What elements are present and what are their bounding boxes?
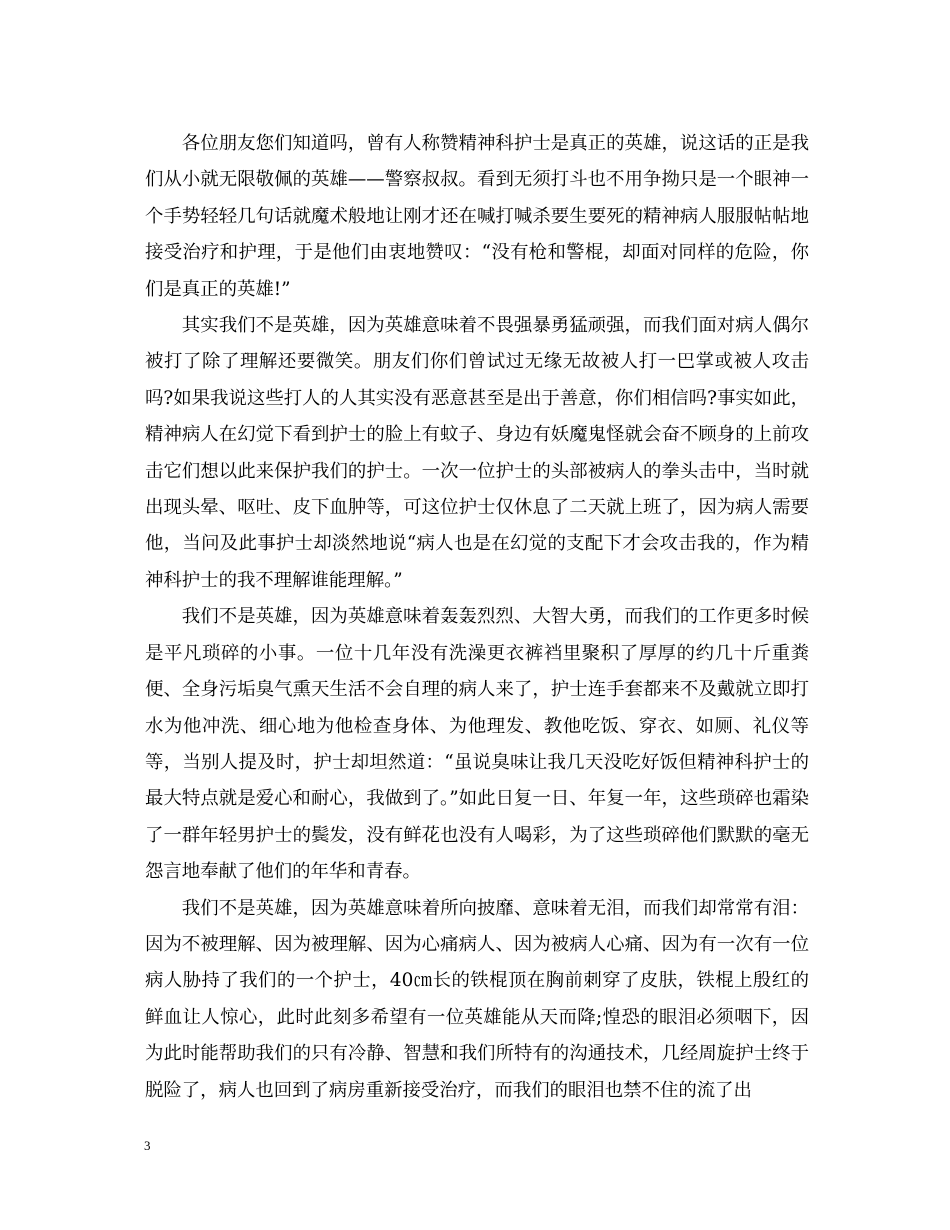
- paragraph-3: 我们不是英雄，因为英雄意味着轰轰烈烈、大智大勇，而我们的工作更多时候是平凡琐碎的小事。一位十几年没有洗澡更衣裤裆里聚积了厚厚的约几十斤重粪便、全身污垢臭气熏天生活不会自理的病人来了，护士连手套都来不及戴就立即打水为他冲洗、细心地为他检查身体、为他理发、教他吃饭、穿衣、如厕、礼仪等等，当别人提及时，护士却坦然道：“虽说臭味让我几天没吃好饭但精神科护士的最大特点就是爱心和耐心，我做到了。”如此日复一日、年复一年，这些琐碎也霜染了一群年轻男护士的鬓发，没有鲜花也没有人喝彩，为了这些琐碎他们默默的毫无怨言地奉献了他们的年华和青春。: [145, 606, 809, 883]
- paragraph-2: 其实我们不是英雄，因为英雄意味着不畏强暴勇猛顽强，而我们面对病人偶尔被打了除了理解还要微笑。朋友们你们曾试过无缘无故被人打一巴掌或被人攻击吗?如果我说这些打人的人其实没有恶意甚至是出于善意，你们相信吗?事实如此，精神病人在幻觉下看到护士的脸上有蚊子、身边有妖魔鬼怪就会奋不顾身的上前攻击它们想以此来保护我们的护士。一次一位护士的头部被病人的拳头击中，当时就出现头晕、呕吐、皮下血肿等，可这位护士仅休息了二天就上班了，因为病人需要他，当问及此事护士却淡然地说“病人也是在幻觉的支配下才会攻击我的，作为精神科护士的我不理解谁能理解。”: [145, 315, 809, 591]
- paragraph-4: 我们不是英雄，因为英雄意味着所向披靡、意味着无泪，而我们却常常有泪：因为不被理解、因为被理解、因为心痛病人、因为被病人心痛、因为有一次有一位病人胁持了我们的一个护士，40㎝长的铁棍顶在胸前刺穿了皮肤，铁棍上殷红的鲜血让人惊心，此时此刻多希望有一位英雄能从天而降;惶恐的眼泪必须咽下，因为此时能帮助我们的只有冷静、智慧和我们所特有的沟通技术，几经周旋护士终于脱险了，病人也回到了病房重新接受治疗，而我们的眼泪也禁不住的流了出: [145, 897, 809, 1101]
- paragraph-1: 各位朋友您们知道吗，曾有人称赞精神科护士是真正的英雄，说这话的正是我们从小就无限敬佩的英雄——警察叔叔。看到无须打斗也不用争拗只是一个眼神一个手势轻轻几句话就魔术般地让刚才还在喊打喊杀要生要死的精神病人服服帖帖地接受治疗和护理，于是他们由衷地赞叹：“没有枪和警棍，却面对同样的危险，你们是真正的英雄!”: [145, 133, 809, 300]
- page-number: 3: [144, 1138, 151, 1153]
- body-text: [145, 126, 809, 1109]
